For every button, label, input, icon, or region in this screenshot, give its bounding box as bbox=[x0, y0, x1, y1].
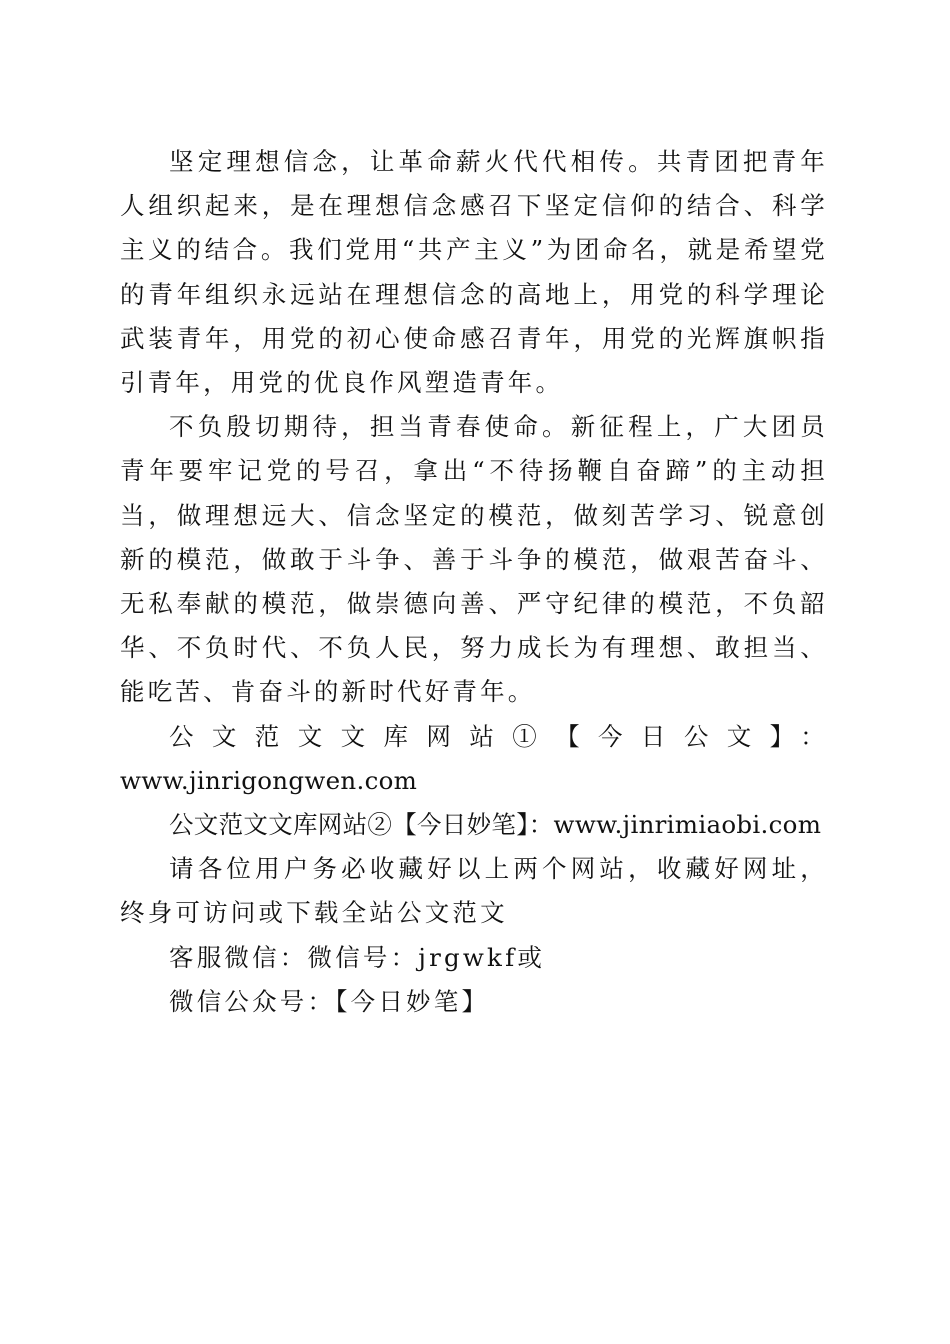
site1-url-link[interactable]: www.jinrigongwen.com bbox=[120, 765, 418, 795]
wechat-service-line: 客服微信：微信号：jrgwkf或 bbox=[169, 942, 546, 972]
site1-block bbox=[120, 715, 828, 803]
site1-label: 公文范文文库网站①【今日公文】： bbox=[169, 721, 828, 751]
site2-line[interactable]: 公文范文文库网站②【今日妙笔】：www.jinrimiaobi.com bbox=[169, 810, 822, 840]
paragraph-ideals: 坚定理想信念，让革命薪火代代相传。共青团把青年人组织起来，是在理想信念感召下坚定信仰的结合、科学主义的结合。我们党用“共产主义”为团命名，就是希望党的青年组织永远站在理想信念的高地上，用党的科学理论武装青年，用党的初心使命感召青年，用党的光辉旗帜指引青年，用党的优良作风塑造青年。 bbox=[120, 147, 828, 398]
document-page bbox=[120, 140, 828, 1024]
wechat-public-line: 微信公众号：【今日妙笔】 bbox=[169, 986, 490, 1016]
paragraph-mission: 不负殷切期待，担当青春使命。新征程上，广大团员青年要牢记党的号召，拿出“不待扬鞭自奋蹄”的主动担当，做理想远大、信念坚定的模范，做刻苦学习、锐意创新的模范，做敢于斗争、善于斗争的模范，做艰苦奋斗、无私奉献的模范，做崇德向善、严守纪律的模范，不负韶华、不负时代、不负人民，努力成长为有理想、敢担当、能吃苦、肯奋斗的新时代好青年。 bbox=[120, 412, 828, 707]
notice-paragraph: 请各位用户务必收藏好以上两个网站，收藏好网址，终身可访问或下载全站公文范文 bbox=[120, 854, 828, 928]
